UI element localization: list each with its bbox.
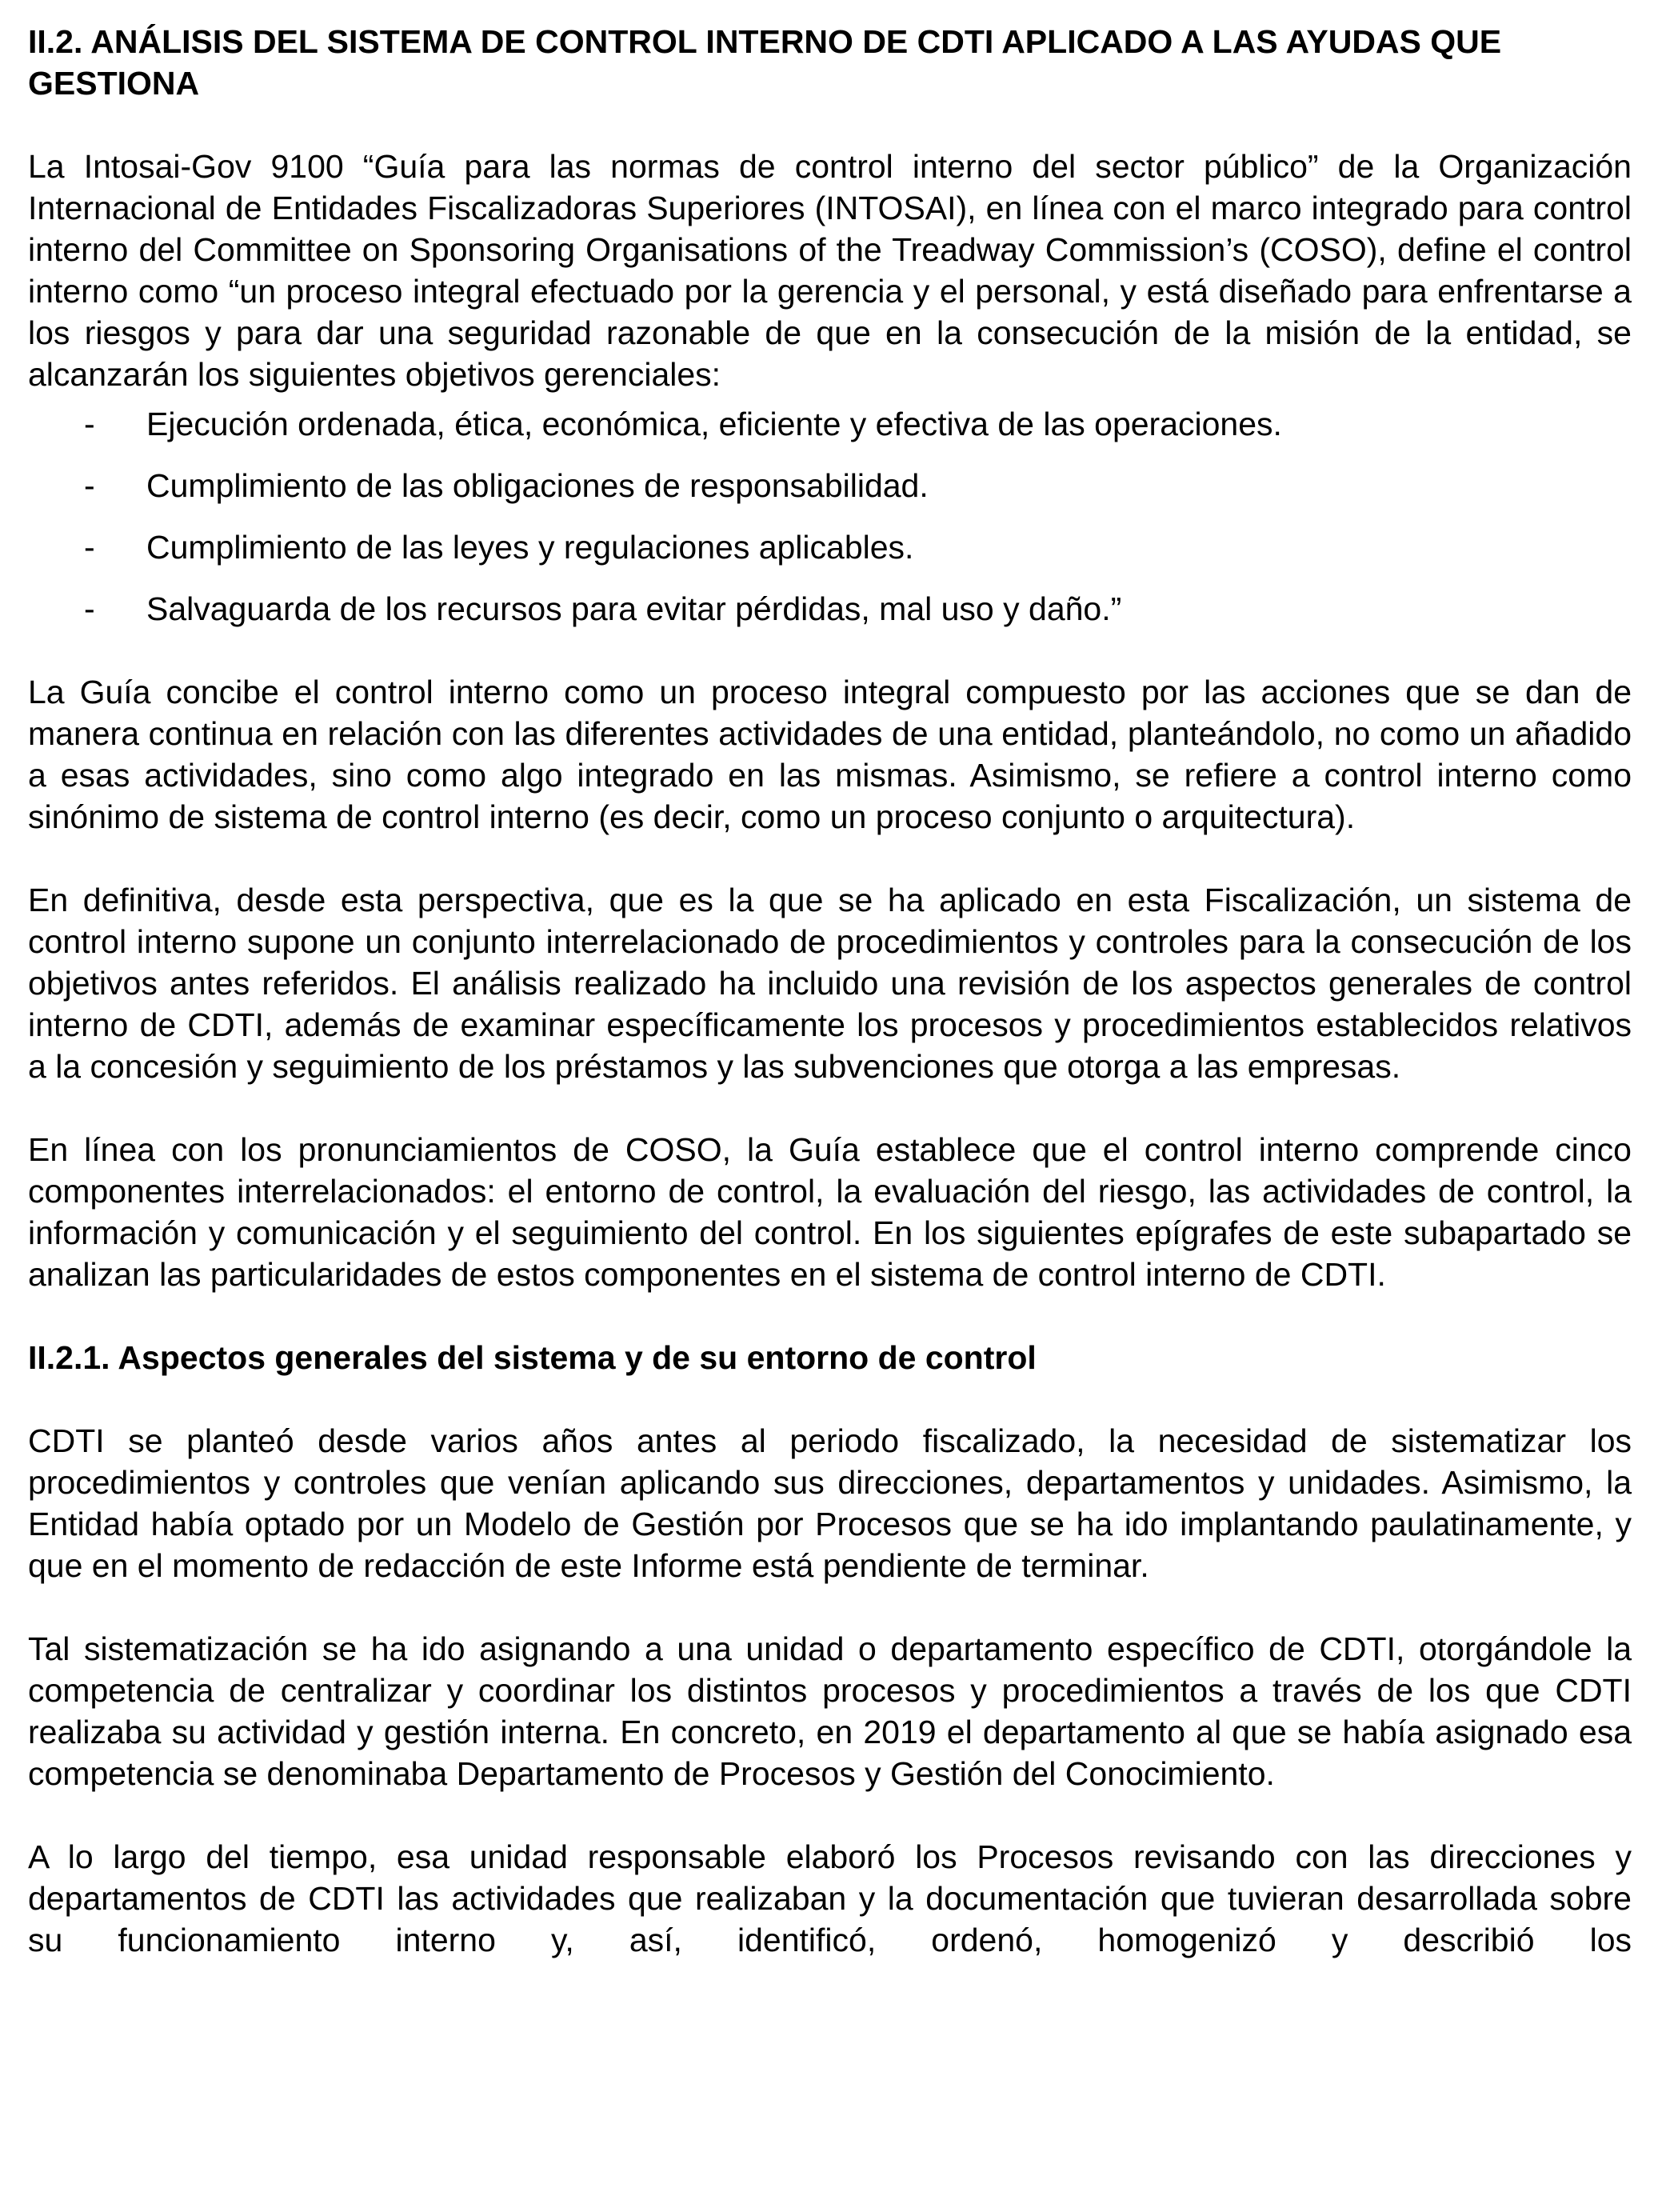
spacer [28,1586,1632,1628]
list-item-text: Cumplimiento de las leyes y regulaciones aplicables. [146,529,914,566]
intro-paragraph: La Intosai-Gov 9100 “Guía para las normas de control interno del sector público” de la Organización Internacional de Entidades Fiscalizadoras Superiores (INTOSAI), en línea con el marco integrado para control interno del Committee on Sponsoring Organisations of the Treadway Commission’s (COSO), define el control interno como “un proceso integral efectuado por la gerencia y el personal, y está diseñado para enfrentarse a los riesgos y para dar una seguridad razonable de que en la consecución de la misión de la entidad, se alcanzarán los siguientes objetivos gerenciales: [28,148,1632,393]
spacer [28,1087,1632,1129]
list-item [28,588,1632,630]
body-paragraph: Tal sistematización se ha ido asignando a una unidad o departamento específico de CDTI, otorgándole la competencia de centralizar y coordinar los distintos procesos y procedimientos a través de los que CDTI realizaba su actividad y gestión interna. En concreto, en 2019 el departamento al que se había asignado esa competencia se denominaba Departamento de Procesos y Gestión del Conocimiento. [28,1630,1632,1792]
list-item-text: Ejecución ordenada, ética, económica, eficiente y efectiva de las operaciones. [146,406,1282,442]
list-bullet: - [84,529,95,566]
list-item [28,403,1632,445]
body-paragraph: La Guía concibe el control interno como un proceso integral compuesto por las acciones que se dan de manera continua en relación con las diferentes actividades de una entidad, planteándolo, no como un añadido a esas actividades, sino como algo integrado en las mismas. Asimismo, se refiere a control interno como sinónimo de sistema de control interno (es decir, como un proceso conjunto o arquitectura). [28,674,1632,835]
spacer [28,630,1632,671]
body-paragraph: En definitiva, desde esta perspectiva, que es la que se ha aplicado en esta Fiscalización, un sistema de control interno supone un conjunto interrelacionado de procedimientos y controles para la consecución de los objetivos antes referidos. El análisis realizado ha incluido una revisión de los aspectos generales de control interno de CDTI, además de examinar específicamente los procesos y procedimientos establecidos relativos a la concesión y seguimiento de los préstamos y las subvenciones que otorga a las empresas. [28,882,1632,1085]
list-item [28,526,1632,568]
spacer [28,1378,1632,1420]
spacer [28,104,1632,146]
body-paragraph: A lo largo del tiempo, esa unidad responsable elaboró los Procesos revisando con las direcciones y departamentos de CDTI las actividades que realizaban y la documentación que tuvieran desarrollada sobre su funcionamiento interno y, así, identificó, ordenó, homogenizó y describió los [28,1838,1632,1958]
list-bullet: - [84,467,95,504]
list-bullet: - [84,590,95,627]
list-bullet: - [84,406,95,442]
subsection-heading: II.2.1. Aspectos generales del sistema y de su entorno de control [28,1339,1037,1376]
spacer [28,838,1632,879]
spacer [28,1794,1632,1836]
list-item [28,465,1632,506]
objectives-list [28,403,1632,630]
list-item-text: Cumplimiento de las obligaciones de responsabilidad. [146,467,929,504]
spacer [28,1295,1632,1337]
body-paragraph: CDTI se planteó desde varios años antes al periodo fiscalizado, la necesidad de sistematizar los procedimientos y controles que venían aplicando sus direcciones, departamentos y unidades. Asimismo, la Entidad había optado por un Modelo de Gestión por Procesos que se ha ido implantando paulatinamente, y que en el momento de redacción de este Informe está pendiente de terminar. [28,1422,1632,1584]
section-heading: II.2. ANÁLISIS DEL SISTEMA DE CONTROL INTERNO DE CDTI APLICADO A LAS AYUDAS QUE GESTIONA [28,23,1502,102]
list-item-text: Salvaguarda de los recursos para evitar pérdidas, mal uso y daño.” [146,590,1122,627]
document-page [28,21,1632,1961]
body-paragraph: En línea con los pronunciamientos de COSO, la Guía establece que el control interno comprende cinco componentes interrelacionados: el entorno de control, la evaluación del riesgo, las actividades de control, la información y comunicación y el seguimiento del control. En los siguientes epígrafes de este subapartado se analizan las particularidades de estos componentes en el sistema de control interno de CDTI. [28,1131,1632,1293]
